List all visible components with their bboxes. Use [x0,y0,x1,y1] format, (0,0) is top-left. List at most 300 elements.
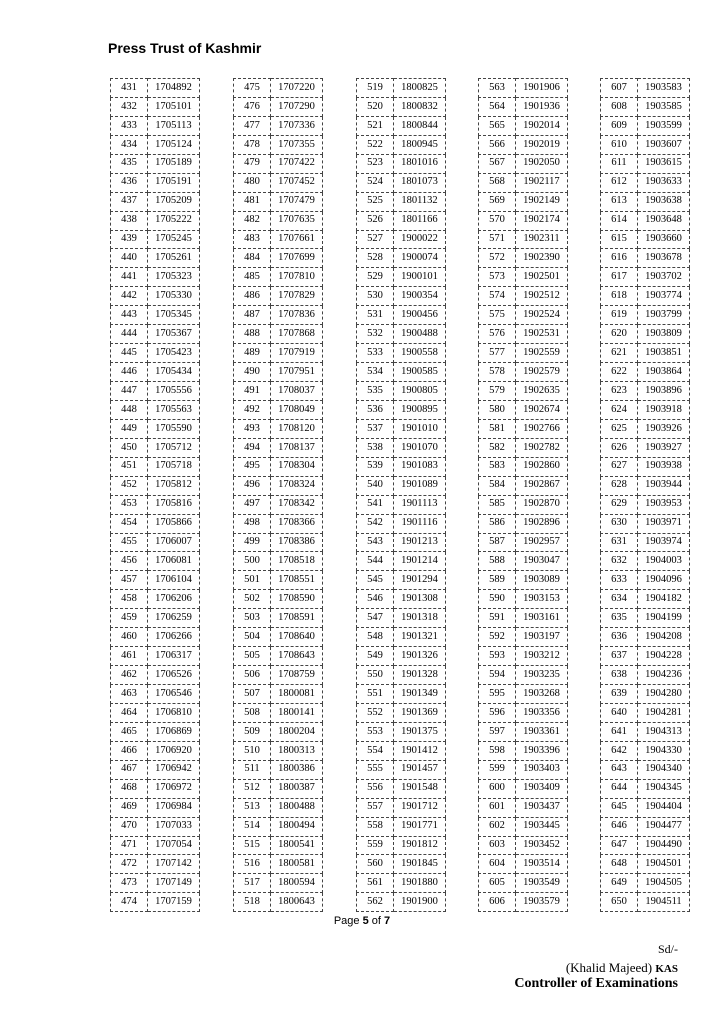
table-row [111,419,200,438]
table-row [601,419,690,438]
serial-number: 510 [234,741,271,760]
table-row [234,495,323,514]
serial-number: 601 [479,798,516,817]
serial-number: 615 [601,230,638,249]
roll-number: 1903974 [638,533,690,552]
roll-number: 1705261 [148,249,200,268]
signatory-title: Controller of Examinations [514,976,678,991]
table-row [479,211,568,230]
roll-number: 1800494 [271,817,323,836]
table-row [111,400,200,419]
roll-number: 1707355 [271,135,323,154]
table-row [601,628,690,647]
roll-number: 1903161 [516,609,568,628]
table-row [234,211,323,230]
serial-number: 503 [234,609,271,628]
roll-number: 1705712 [148,438,200,457]
roll-number: 1903585 [638,97,690,116]
table-row [357,344,446,363]
roll-number: 1708590 [271,590,323,609]
table-row [357,154,446,173]
roll-number: 1707159 [148,893,200,912]
table-row [111,666,200,685]
serial-number: 438 [111,211,148,230]
serial-number: 606 [479,893,516,912]
table-row [479,609,568,628]
roll-number: 1706546 [148,685,200,704]
roll-number: 1902957 [516,533,568,552]
serial-number: 466 [111,741,148,760]
roll-number: 1903268 [516,685,568,704]
roll-number: 1903607 [638,135,690,154]
serial-number: 556 [357,779,394,798]
table-row [601,647,690,666]
roll-number: 1901116 [394,514,446,533]
roll-number: 1901845 [394,855,446,874]
roll-number: 1901900 [394,893,446,912]
roll-number: 1903774 [638,287,690,306]
roll-number: 1708137 [271,438,323,457]
table-row [234,268,323,287]
serial-number: 508 [234,703,271,722]
roll-number: 1903944 [638,476,690,495]
table-row [234,135,323,154]
serial-number: 607 [601,79,638,98]
table-row [479,344,568,363]
table-row [601,590,690,609]
roll-number: 1904280 [638,685,690,704]
roll-number: 1904182 [638,590,690,609]
table-row [357,268,446,287]
roll-number: 1903403 [516,760,568,779]
roll-number: 1705345 [148,306,200,325]
roll-number: 1902050 [516,154,568,173]
roll-number: 1705590 [148,419,200,438]
serial-number: 448 [111,400,148,419]
table-row [357,79,446,98]
roll-number: 1901214 [394,552,446,571]
table-row [111,135,200,154]
roll-number: 1903452 [516,836,568,855]
table-row [601,514,690,533]
roll-number: 1707951 [271,363,323,382]
signature-mark: Sd/- [657,942,678,956]
serial-number: 604 [479,855,516,874]
serial-number: 629 [601,495,638,514]
table-row [111,325,200,344]
roll-number: 1902014 [516,116,568,135]
table-row [111,609,200,628]
table-row [357,760,446,779]
table-row [479,628,568,647]
table-row [111,211,200,230]
roll-number: 1706007 [148,533,200,552]
table-row [111,154,200,173]
serial-number: 525 [357,192,394,211]
table-row [479,722,568,741]
roll-number: 1707220 [271,79,323,98]
serial-number: 459 [111,609,148,628]
serial-number: 558 [357,817,394,836]
roll-number: 1800387 [271,779,323,798]
serial-number: 577 [479,344,516,363]
table-row [479,382,568,401]
roll-number: 1708643 [271,647,323,666]
roll-number: 1903926 [638,419,690,438]
serial-number: 533 [357,344,394,363]
serial-number: 542 [357,514,394,533]
roll-number: 1800386 [271,760,323,779]
serial-number: 551 [357,685,394,704]
serial-number: 584 [479,476,516,495]
table-row [479,419,568,438]
page-current: 5 [362,915,369,927]
serial-number: 491 [234,382,271,401]
serial-number: 436 [111,173,148,192]
roll-number: 1901369 [394,703,446,722]
serial-number: 578 [479,363,516,382]
table-row [234,192,323,211]
serial-number: 511 [234,760,271,779]
serial-number: 576 [479,325,516,344]
roll-number: 1901070 [394,438,446,457]
serial-number: 516 [234,855,271,874]
serial-number: 580 [479,400,516,419]
serial-number: 648 [601,855,638,874]
roll-number: 1706526 [148,666,200,685]
serial-number: 470 [111,817,148,836]
roll-number: 1706104 [148,571,200,590]
table-row [234,552,323,571]
roll-table-2 [233,78,323,912]
table-row [234,173,323,192]
table-row [111,571,200,590]
serial-number: 650 [601,893,638,912]
table-row [234,97,323,116]
serial-number: 546 [357,590,394,609]
roll-number: 1708049 [271,400,323,419]
roll-number: 1706984 [148,798,200,817]
table-row [479,798,568,817]
serial-number: 518 [234,893,271,912]
serial-number: 544 [357,552,394,571]
table-row [111,268,200,287]
table-row [234,609,323,628]
table-row [479,363,568,382]
roll-number: 1904208 [638,628,690,647]
serial-number: 531 [357,306,394,325]
serial-number: 513 [234,798,271,817]
table-row [111,552,200,571]
serial-number: 439 [111,230,148,249]
table-row [479,647,568,666]
roll-number: 1902579 [516,363,568,382]
serial-number: 552 [357,703,394,722]
serial-number: 479 [234,154,271,173]
table-row [601,438,690,457]
roll-number: 1901321 [394,628,446,647]
serial-number: 454 [111,514,148,533]
serial-number: 538 [357,438,394,457]
table-row [111,173,200,192]
serial-number: 622 [601,363,638,382]
serial-number: 442 [111,287,148,306]
roll-number: 1901906 [516,79,568,98]
table-row [357,192,446,211]
table-row [234,836,323,855]
serial-number: 477 [234,116,271,135]
table-row [357,666,446,685]
serial-number: 614 [601,211,638,230]
roll-number: 1904404 [638,798,690,817]
serial-number: 456 [111,552,148,571]
serial-number: 585 [479,495,516,514]
serial-number: 613 [601,192,638,211]
serial-number: 587 [479,533,516,552]
table-row [601,344,690,363]
roll-number: 1705866 [148,514,200,533]
serial-number: 522 [357,135,394,154]
roll-number: 1903549 [516,874,568,893]
serial-number: 495 [234,457,271,476]
roll-number: 1707054 [148,836,200,855]
table-row [234,400,323,419]
serial-number: 548 [357,628,394,647]
table-row [357,363,446,382]
table-row [234,855,323,874]
roll-number: 1801073 [394,173,446,192]
roll-number: 1708591 [271,609,323,628]
table-row [234,685,323,704]
roll-number: 1708366 [271,514,323,533]
serial-number: 457 [111,571,148,590]
serial-number: 453 [111,495,148,514]
roll-number: 1707829 [271,287,323,306]
serial-number: 555 [357,760,394,779]
serial-number: 568 [479,173,516,192]
table-row [111,363,200,382]
roll-number: 1800844 [394,116,446,135]
roll-number: 1801132 [394,192,446,211]
roll-number: 1901548 [394,779,446,798]
table-row [479,135,568,154]
serial-number: 621 [601,344,638,363]
serial-number: 543 [357,533,394,552]
serial-number: 504 [234,628,271,647]
table-row [601,666,690,685]
table-row [601,249,690,268]
table-row [357,325,446,344]
serial-number: 451 [111,457,148,476]
serial-number: 487 [234,306,271,325]
table-row [601,533,690,552]
roll-number: 1900488 [394,325,446,344]
table-row [357,116,446,135]
serial-number: 472 [111,855,148,874]
serial-number: 630 [601,514,638,533]
table-row [234,382,323,401]
roll-number: 1705812 [148,476,200,495]
serial-number: 566 [479,135,516,154]
serial-number: 611 [601,154,638,173]
serial-number: 435 [111,154,148,173]
serial-number: 550 [357,666,394,685]
roll-number: 1902019 [516,135,568,154]
table-row [601,173,690,192]
table-row [601,363,690,382]
serial-number: 535 [357,382,394,401]
serial-number: 641 [601,722,638,741]
table-row [479,855,568,874]
table-row [111,533,200,552]
roll-number: 1707919 [271,344,323,363]
table-row [601,382,690,401]
roll-number: 1706317 [148,647,200,666]
table-row [601,268,690,287]
serial-number: 559 [357,836,394,855]
serial-number: 443 [111,306,148,325]
page-total: 7 [384,915,391,927]
serial-number: 431 [111,79,148,98]
table-row [234,893,323,912]
serial-number: 594 [479,666,516,685]
table-row [357,855,446,874]
roll-number: 1800594 [271,874,323,893]
roll-number: 1901010 [394,419,446,438]
serial-number: 444 [111,325,148,344]
serial-number: 539 [357,457,394,476]
roll-number: 1902174 [516,211,568,230]
serial-number: 567 [479,154,516,173]
table-row [357,533,446,552]
table-row [357,400,446,419]
table-row [357,306,446,325]
roll-number: 1705367 [148,325,200,344]
serial-number: 469 [111,798,148,817]
roll-number: 1708324 [271,476,323,495]
serial-number: 498 [234,514,271,533]
roll-number: 1901318 [394,609,446,628]
serial-number: 500 [234,552,271,571]
table-row [479,703,568,722]
roll-number: 1901412 [394,741,446,760]
roll-number: 1708037 [271,382,323,401]
roll-number: 1902501 [516,268,568,287]
roll-number: 1705113 [148,116,200,135]
roll-number: 1705423 [148,344,200,363]
serial-number: 639 [601,685,638,704]
serial-number: 521 [357,116,394,135]
roll-number: 1903235 [516,666,568,685]
table-row [111,855,200,874]
table-row [601,609,690,628]
table-row [601,476,690,495]
roll-number: 1708759 [271,666,323,685]
serial-number: 588 [479,552,516,571]
roll-number: 1900558 [394,344,446,363]
roll-number: 1705563 [148,400,200,419]
table-row [111,836,200,855]
table-row [111,457,200,476]
serial-number: 447 [111,382,148,401]
signatory-suffix: KAS [655,963,678,975]
roll-number: 1707149 [148,874,200,893]
table-row [357,609,446,628]
table-row [357,647,446,666]
table-row [601,154,690,173]
roll-number: 1902867 [516,476,568,495]
roll-number: 1705189 [148,154,200,173]
serial-number: 597 [479,722,516,741]
serial-number: 557 [357,798,394,817]
table-row [601,893,690,912]
table-row [601,495,690,514]
serial-number: 635 [601,609,638,628]
serial-number: 465 [111,722,148,741]
table-row [234,154,323,173]
serial-number: 468 [111,779,148,798]
table-row [601,779,690,798]
serial-number: 461 [111,647,148,666]
table-row [234,514,323,533]
roll-number: 1901375 [394,722,446,741]
table-row [111,798,200,817]
roll-number: 1706972 [148,779,200,798]
table-row [357,741,446,760]
table-row [234,533,323,552]
roll-number: 1901712 [394,798,446,817]
table-row [234,874,323,893]
table-row [479,249,568,268]
table-row [479,306,568,325]
table-row [111,438,200,457]
roll-number: 1903896 [638,382,690,401]
roll-number: 1800825 [394,79,446,98]
table-row [111,97,200,116]
table-row [601,230,690,249]
table-row [234,628,323,647]
table-row [234,741,323,760]
table-row [234,419,323,438]
roll-table-1 [110,78,200,912]
roll-number: 1707336 [271,116,323,135]
serial-number: 515 [234,836,271,855]
roll-number: 1705222 [148,211,200,230]
serial-number: 460 [111,628,148,647]
table-row [111,306,200,325]
serial-number: 582 [479,438,516,457]
table-row [601,306,690,325]
serial-number: 473 [111,874,148,893]
roll-number: 1900074 [394,249,446,268]
table-row [234,79,323,98]
table-row [234,571,323,590]
roll-number: 1705245 [148,230,200,249]
table-row [601,874,690,893]
serial-number: 446 [111,363,148,382]
serial-number: 599 [479,760,516,779]
table-row [479,836,568,855]
table-row [234,287,323,306]
roll-number: 1901308 [394,590,446,609]
roll-number: 1902311 [516,230,568,249]
table-row [357,382,446,401]
table-row [111,344,200,363]
roll-number: 1903638 [638,192,690,211]
table-row [601,400,690,419]
roll-number: 1901771 [394,817,446,836]
serial-number: 595 [479,685,516,704]
